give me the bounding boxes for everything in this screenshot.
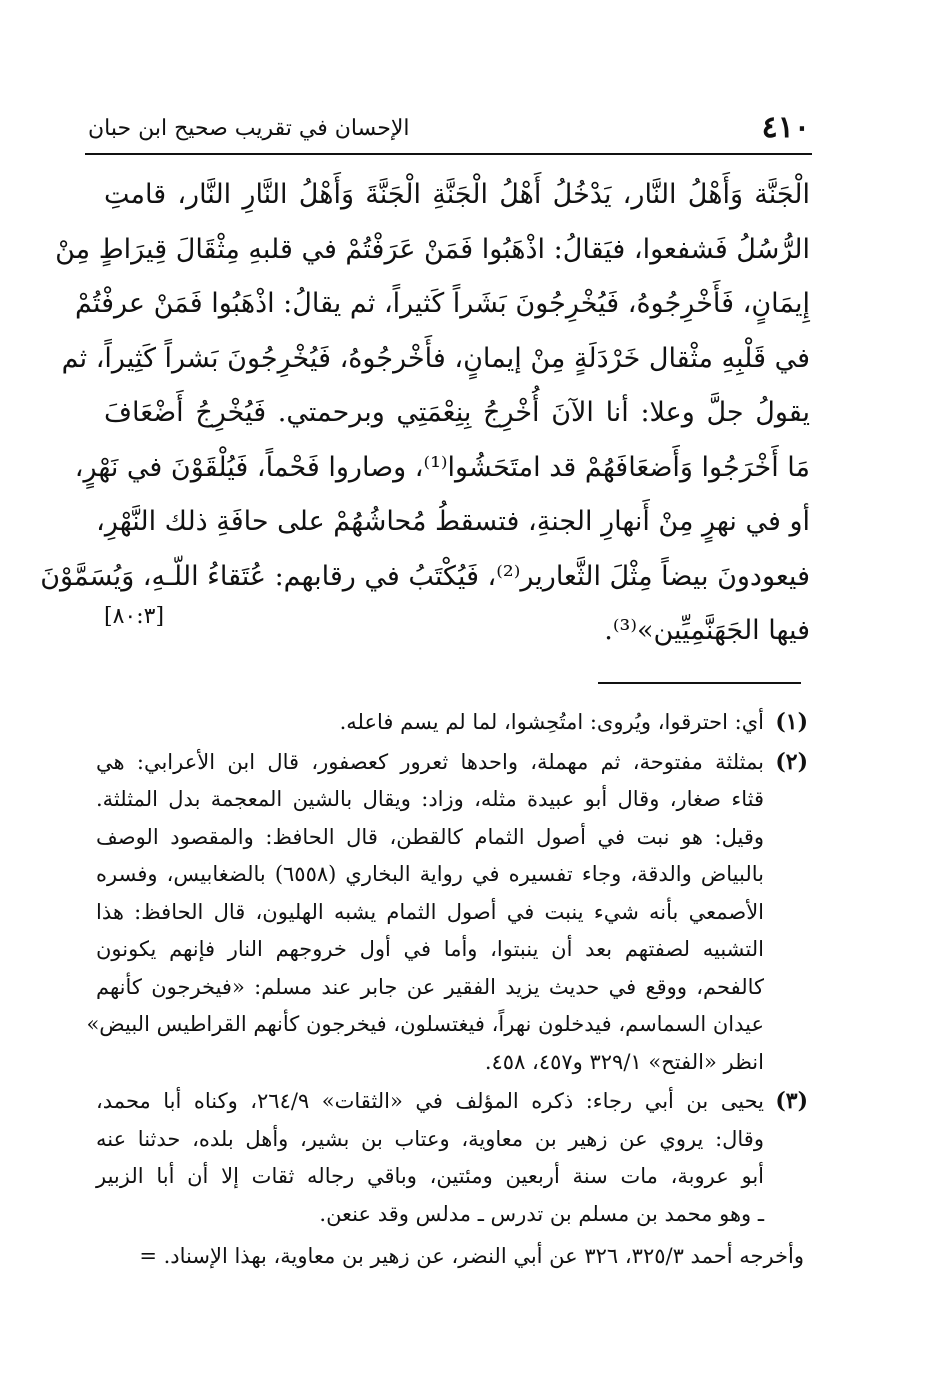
footnote-line: انظر «الفتح» ٣٢٩/١ و٤٥٧، ٤٥٨. bbox=[484, 1049, 764, 1074]
footnote-number: (٢) bbox=[775, 748, 808, 775]
text-line: يقولُ جلَّ وعلا: أنا الآنَ أُخْرِجُ بِنِعْمَتِي وبرحمتي. فَيُخْرِجُ أَضْعَافَ bbox=[104, 397, 811, 428]
footnote-line: أبو عروبة، مات سنة أربعين ومئتين، وباقي رجاله ثقات إلا أن أبا الزبير bbox=[96, 1164, 764, 1188]
footnote-line: كالفحم، ووقع في حديث يزيد الفقير عن جابر عند مسلم: «فيخرجون كأنهم bbox=[96, 974, 764, 999]
text-line: إِيمَانٍ، فَأَخْرِجُوهُ، فَيُخْرِجُونَ بَشَراً كَثيراً، ثم يقالُ: اذْهَبُوا فَمَنْ عرفْتُمْ bbox=[74, 288, 810, 319]
text-line: الْجَنَّة وَأَهْلُ النَّار، يَدْخُلُ أَهْلُ الْجَنَّةِ الْجَنَّةَ وَأَهْلُ النَّارِ النَّار، قامتِ bbox=[104, 179, 810, 210]
header-rule bbox=[85, 153, 812, 155]
footnote-line: بالبياض والدقة، وجاء تفسيره في رواية البخاري (٦٥٥٨) بالضغابيس، وفسره bbox=[96, 862, 764, 886]
footnote-line: بمثلثة مفتوحة، ثم مهملة، واحدها ثعرور كعصفور، قال ابن الأعرابي: هي bbox=[96, 749, 764, 774]
footnote-number: (١) bbox=[775, 709, 808, 735]
footnote-line: أي: احترقوا، ويُروى: امتُحِشوا، لما لم يسم فاعله. bbox=[339, 710, 764, 734]
continuation-line: وأخرجه أحمد ٣٢٥/٣، ٣٢٦ عن أبي النضر، عن زهير بن معاوية، بهذا الإسناد. = bbox=[139, 1244, 804, 1268]
footnote-line: قثاء صغار، وقال أبو عبيدة مثله، وزاد: ويقال بالشين المعجمة بدل المثلثة. bbox=[96, 787, 764, 811]
footnote-line: عيدان السماسم، فيدخلون نهراً، فيغتسلون، فيخرجون كأنهم القراطيس البيض» bbox=[86, 1012, 764, 1036]
text-line: مَا أَخْرَجُوا وَأَضعَافَهُمْ قد امتَحَشُوا⁽¹⁾، وصاروا فَحْماً، فَيُلْقَوْنَ في نَهْرٍ، bbox=[74, 451, 810, 483]
footnote-2 bbox=[86, 744, 808, 1082]
footnote-number: (٣) bbox=[775, 1088, 808, 1114]
text-line: أو في نهرٍ مِنْ أَنهارِ الجنةِ، فتسقطُ مُحاشُهُمْ على حافَةِ ذلك النَّهْرِ، bbox=[96, 506, 810, 537]
footnote-line: يحيى بن أبي رجاء: ذكره المؤلف في «الثقات» ٢٦٤/٩، وكناه أبا محمد، bbox=[96, 1089, 764, 1113]
footnote-line: ـ وهو محمد بن مسلم بن تدرس ـ مدلس وقد عنعن. bbox=[319, 1201, 764, 1226]
hadith-text bbox=[40, 168, 811, 659]
footnote-1 bbox=[96, 704, 808, 742]
page-header bbox=[88, 108, 810, 152]
text-line: الرُّسُلُ فَشفعوا، فيَقالُ: اذْهَبُوا فَمَنْ عَرَفْتُمْ في قلبهِ مِثْقَالَ قِيرَاطٍ مِنْ bbox=[55, 233, 810, 265]
text-line: فيعودونَ بيضاً مِثْلَ الثَّعارير⁽²⁾، فَيُكْتَبُ في رقابهم: عُتَقاءُ اللّـهِ، وَيُسَمَّوْنَ bbox=[40, 560, 810, 592]
page-number: ٤١٠ bbox=[761, 110, 810, 145]
footnote-3 bbox=[96, 1083, 808, 1233]
running-title: الإحسان في تقريب صحيح ابن حبان bbox=[88, 116, 410, 141]
footnote-line: وقال: يروي عن زهير بن معاوية، وعتاب بن بشير، وأهل بلده، حدثنا عنه bbox=[96, 1126, 764, 1151]
text-line: في قَلْبِهِ مثْقال خَرْدَلَةٍ مِنْ إيمانٍ، فأَخْرجُوهُ، فَيُخْرِجُونَ بَشراً كَثِيراً، ثم bbox=[61, 342, 810, 374]
footnote-separator bbox=[598, 682, 801, 684]
footnote-line: الأصمعي بأنه شيء ينبت في أصول الثمام يشبه الهليون، قال الحافظ: هذا bbox=[96, 899, 764, 924]
footnote-line: التشبيه لصفتهم بعد أن ينبتوا، وأما في أول خروجهم النار فإنهم يكونون bbox=[96, 937, 764, 961]
reference-tag: [٨٠:٣] bbox=[104, 604, 165, 629]
text-line: فيها الجَهَنَّمِيِّين»⁽³⁾. bbox=[604, 615, 810, 646]
footnotes bbox=[86, 704, 808, 1275]
footnote-line: وقيل: هو نبت في أصول الثمام كالقطن، قال الحافظ: والمقصود الوصف bbox=[96, 824, 764, 849]
